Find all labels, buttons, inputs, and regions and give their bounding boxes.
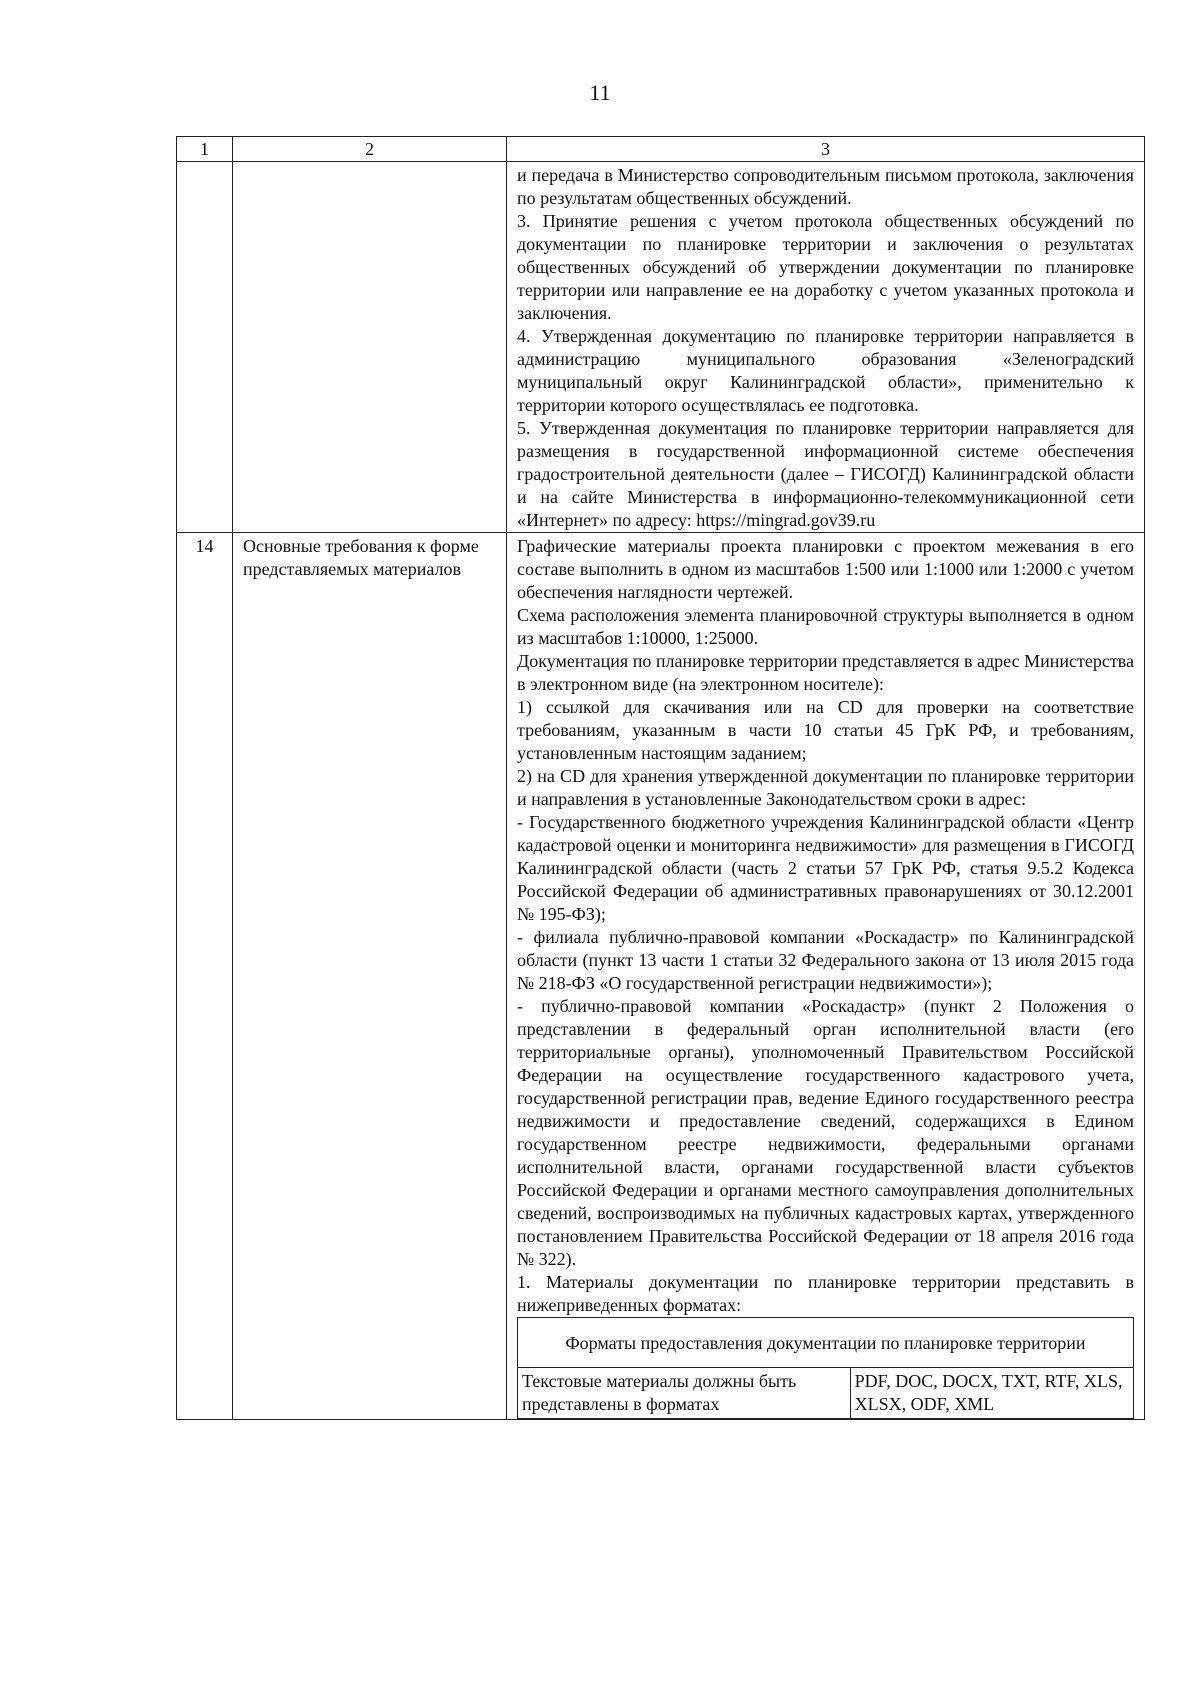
paragraph: и передача в Министерство сопроводительным письмом протокола, заключения по результатам общественных обсуждений. — [517, 165, 1134, 208]
formats-table — [517, 1317, 1134, 1419]
row-title-cell — [233, 533, 507, 1420]
table-row-continuation — [177, 162, 1145, 533]
row-content-cell — [507, 533, 1145, 1420]
table-row-14 — [177, 533, 1145, 1420]
column-header-1: 1 — [177, 137, 233, 162]
paragraph: - Государственного бюджетного учреждения Калининградской области «Центр кадастровой оценки и мониторинга недвижимости» для размещения в ГИСОГД Калининградской области (часть 2 статьи 57 ГрК РФ, статья 9.5.2 Кодекса Российской Федерации об административных правонарушениях от 30.12.2001 № 195-ФЗ); — [517, 812, 1134, 924]
row-content-cell — [507, 162, 1145, 533]
paragraph: 3. Принятие решения с учетом протокола общественных обсуждений по документации по планировке территории и заключения о результатах общественных обсуждений об утверждении документации по планировке территории или направление ее на доработку с учетом указанных протокола и заключения. — [517, 211, 1134, 323]
paragraph: 1) ссылкой для скачивания или на CD для проверки на соответствие требованиям, указанным в части 10 статьи 45 ГрК РФ, и требованиям, установленным настоящим заданием; — [517, 697, 1134, 763]
page-number: 11 — [589, 80, 611, 105]
paragraph: Графические материалы проекта планировки с проектом межевания в его составе выполнить в одном из масштабов 1:500 или 1:1000 или 1:2000 с учетом обеспечения наглядности чертежей. — [517, 536, 1134, 602]
paragraph: Схема расположения элемента планировочной структуры выполняется в одном из масштабов 1:10000, 1:25000. — [517, 605, 1134, 648]
header-row — [177, 137, 1145, 162]
paragraph: 5. Утвержденная документация по планировке территории направляется для размещения в государственной информационной системе обеспечения градостроительной деятельности (далее – ГИСОГД) Калининградской области и на сайте Министерства в информационно-телекоммуникационной сети «Интернет» по адресу: https://mingrad.gov39.ru — [517, 418, 1134, 530]
column-header-3: 3 — [507, 137, 1145, 162]
requirements-table — [176, 136, 1145, 1420]
paragraph: - филиала публично-правовой компании «Роскадастр» по Калининградской области (пункт 13 части 1 статьи 32 Федерального закона от 13 июля 2015 года № 218-ФЗ «О государственной регистрации недвижимости»); — [517, 927, 1134, 993]
formats-value: PDF, DOC, DOCX, TXT, RTF, XLS, XLSX, ODF, XML — [850, 1368, 1133, 1419]
paragraph: - публично-правовой компании «Роскадастр» (пункт 2 Положения о представлении в федеральный орган исполнительной власти (его территориальные органы), уполномоченный Правительством Российской Федерации на осуществление государственного кадастрового учета, государственной регистрации прав, ведение Единого государственного реестра недвижимости и предоставление сведений, содержащихся в Едином государственном реестре недвижимости, федеральными органами исполнительной власти, органами государственной власти субъектов Российской Федерации и органами местного самоуправления дополнительных сведений, воспроизводимых на публичных кадастровых картах, утвержденного постановлением Правительства Российской Федерации от 18 апреля 2016 года № 322). — [517, 996, 1134, 1269]
column-header-2: 2 — [233, 137, 507, 162]
formats-table-header-row — [518, 1318, 1134, 1368]
formats-table-row — [518, 1368, 1134, 1419]
formats-label: Текстовые материалы должны быть представлены в форматах — [518, 1368, 851, 1419]
row-title-cell — [233, 162, 507, 533]
row-number-cell — [177, 162, 233, 533]
row-title: Основные требования к форме представляемых материалов — [243, 536, 479, 579]
formats-table-title: Форматы предоставления документации по планировке территории — [518, 1318, 1134, 1368]
paragraph: 1. Материалы документации по планировке территории представить в нижеприведенных форматах: — [517, 1272, 1134, 1315]
paragraph: 4. Утвержденная документацию по планировке территории направляется в администрацию муниципального образования «Зеленоградский муниципальный округ Калининградской области», применительно к территории которого осуществлялась ее подготовка. — [517, 326, 1134, 415]
row-number-cell: 14 — [177, 533, 233, 1420]
paragraph: Документация по планировке территории представляется в адрес Министерства в электронном виде (на электронном носителе): — [517, 651, 1134, 694]
paragraph: 2) на CD для хранения утвержденной документации по планировке территории и направления в установленные Законодательством сроки в адрес: — [517, 766, 1134, 809]
